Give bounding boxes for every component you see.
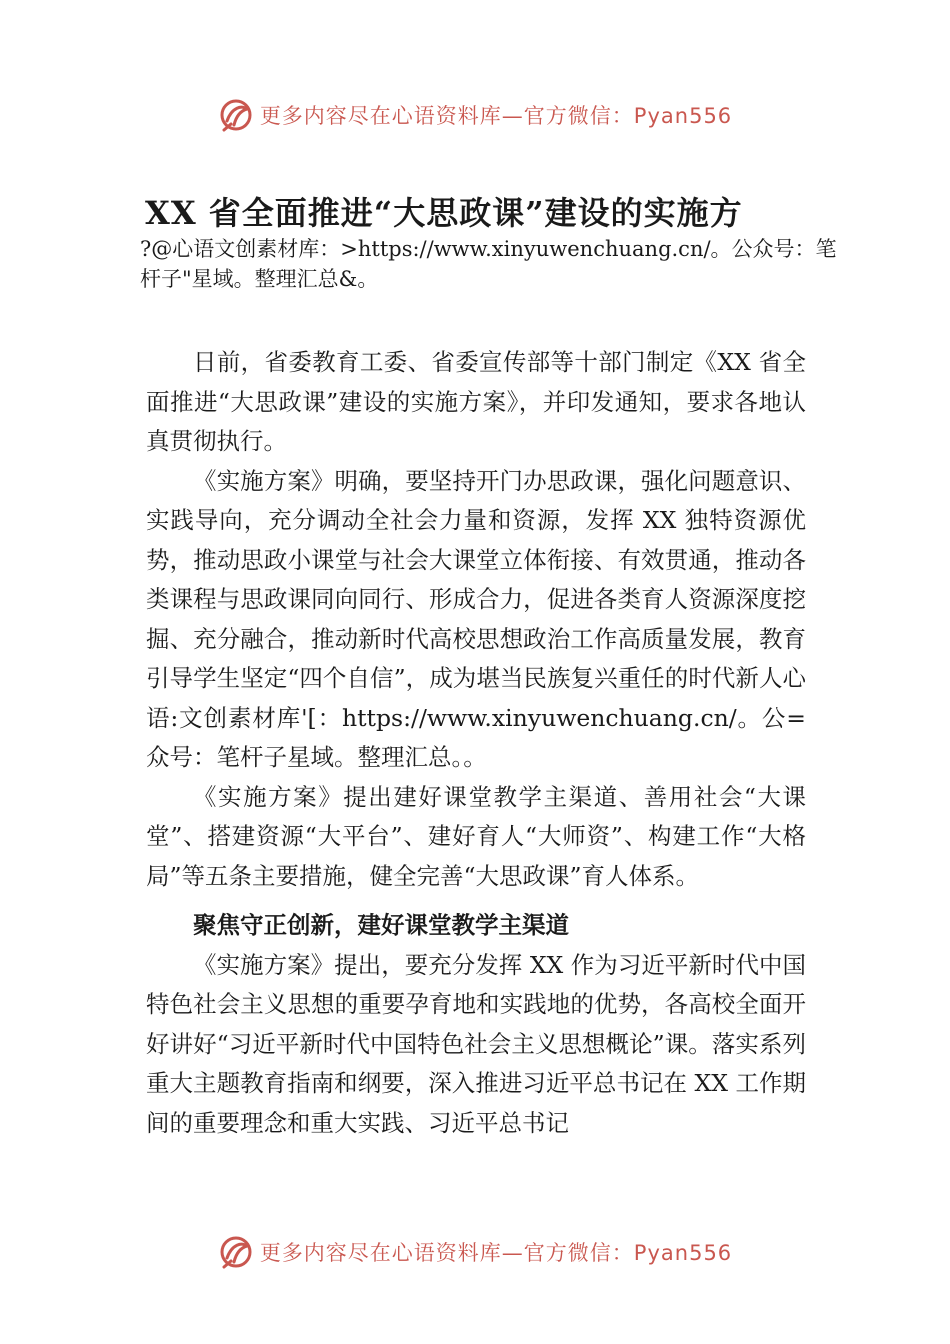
source-note: ?@心语文创素材库：>https://www.xinyuwenchuang.cn/。公众号：笔杆子"星域。整理汇总&。 bbox=[140, 237, 837, 291]
document-body bbox=[146, 343, 806, 1143]
watermark-text: 更多内容尽在心语资料库—官方微信：Pyan556 bbox=[259, 1241, 733, 1265]
section-heading: 聚焦守正创新，建好课堂教学主渠道 bbox=[193, 911, 569, 939]
paragraph: 《实施方案》明确，要坚持开门办思政课，强化问题意识、实践导向，充分调动全社会力量和资源，发挥 XX 独特资源优势，推动思政小课堂与社会大课堂立体衔接、有效贯通，推动各类课程与思政课同向同行、形成合力，促进各类育人资源深度挖掘、充分融合，推动新时代高校思想政治工作高质量发展，教育引导学生坚定“四个自信”，成为堪当民族复兴重任的时代新人心语:文创素材库'[：https://www.xinyuwenchuang.cn/。公=众号：笔杆子星域。整理汇总。。 bbox=[146, 466, 806, 771]
bottom-watermark-banner bbox=[0, 1232, 950, 1272]
paragraph: 《实施方案》提出，要充分发挥 XX 作为习近平新时代中国特色社会主义思想的重要孕育地和实践地的优势，各高校全面开好讲好“习近平新时代中国特色社会主义思想概论”课。落实系列重大主题教育指南和纲要，深入推进习近平总书记在 XX 工作期间的重要理念和重大实践、习近平总书记 bbox=[146, 950, 806, 1137]
paragraph: 日前，省委教育工委、省委宣传部等十部门制定《XX 省全面推进“大思政课”建设的实施方案》，并印发通知，要求各地认真贯彻执行。 bbox=[146, 348, 806, 455]
watermark-text: 更多内容尽在心语资料库—官方微信：Pyan556 bbox=[259, 104, 733, 128]
xinyu-logo-icon bbox=[218, 1234, 254, 1270]
xinyu-logo-icon bbox=[218, 97, 254, 133]
top-watermark-banner bbox=[0, 95, 950, 135]
document-title: XX 省全面推进“大思政课”建设的实施方 bbox=[145, 194, 743, 232]
paragraph: 《实施方案》提出建好课堂教学主渠道、善用社会“大课堂”、搭建资源“大平台”、建好育人“大师资”、构建工作“大格局”等五条主要措施，健全完善“大思政课”育人体系。 bbox=[146, 782, 806, 890]
